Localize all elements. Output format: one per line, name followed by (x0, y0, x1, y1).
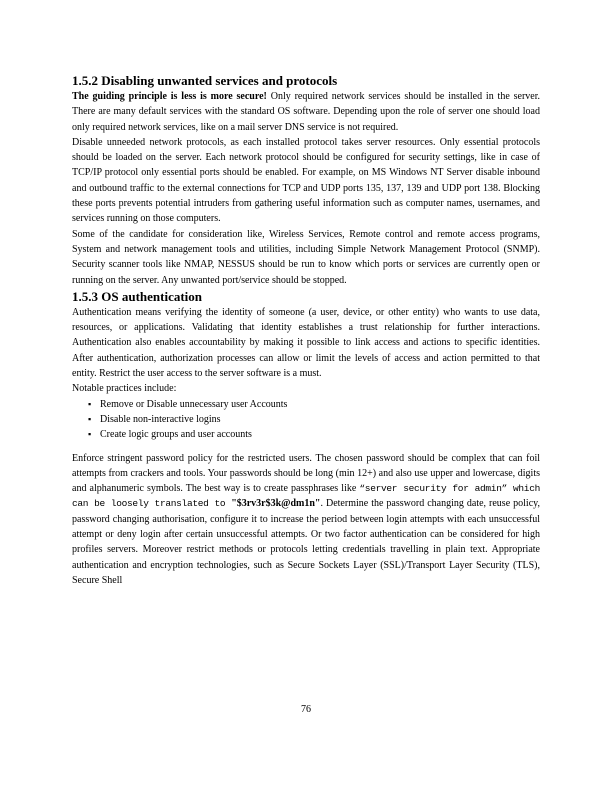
password-policy-text-a: Enforce stringent password policy for the restricted users. The chosen password should be complex that can foil attempts from crackers and tools. Your passwords should be long (min 12+) and also use upper and lowercase, digits and alphanumeric symbols. The best way is to create passphrases like (72, 452, 540, 495)
list-item: ▪ Disable non-interactive logins (88, 412, 540, 427)
spacer (72, 443, 540, 451)
document-page (72, 72, 540, 588)
guiding-principle-lead: The guiding principle is less is more secure! (72, 91, 267, 102)
list-item: ▪ Create logic groups and user accounts (88, 427, 540, 442)
paragraph-authentication: Authentication means verifying the identity of someone (a user, device, or other entity) who wants to use data, resources, or applications. Validating that identity establishes a trust relationship for further interactions. Authentication also enables accountability by making it possible to link access and actions to specific identities. After authentication, authorization processes can allow or limit the levels of access and action permitted to that entity. Restrict the user access to the server software is a must. (72, 306, 540, 380)
practices-intro: Notable practices include: (72, 383, 177, 395)
paragraph-candidate-services: Some of the candidate for consideration like, Wireless Services, Remote control and remote access programs, System and network management tools and utilities, including Simple Network Management Protocol (SNMP). Security scanner tools like NMAP, NESSUS should be run to know which ports or services are currently open or running on the server. Any unwanted port/service should be stopped. (72, 228, 540, 286)
passphrase-example: “server security for admin” (359, 483, 507, 495)
paragraph-password-policy (72, 451, 540, 589)
practices-list (72, 397, 540, 443)
password-example: "$3rv3r$3k@dm1n" (231, 498, 321, 510)
paragraph-guiding-principle (72, 89, 540, 135)
section-heading-os-authentication: 1.5.3 OS authentication (72, 288, 203, 304)
list-item: ▪ Remove or Disable unnecessary user Accounts (88, 397, 540, 412)
page-number: 76 (301, 704, 311, 715)
password-policy-text-b: which can be loosely translated to (72, 483, 540, 510)
paragraph-network-protocols: Disable unneeded network protocols, as each installed protocol takes server resources. Only essential protocols should be loaded on the server. Each network protocol should be configured for security settings, like in case of TCP/IP protocol only essential ports should be enabled. For example, on MS Windows NT Server disable inbound and outbound traffic to the external connections for TCP and UDP ports 135, 137, 139 and UDP port 138. Blocking these ports prevents potential intruders from gathering useful information such as computer names, usernames, and services running on those computers. (72, 136, 540, 225)
password-policy-text-c: . Determine the password changing date, reuse policy, password changing authorisation, configure it to increase the period between login attempts with each unsuccessful attempt or deny login after certain unsuccessful attempts. Or two factor authentication can be considered for high profiles servers. Moreover restrict methods or protocols letting credentials travelling in plain text. Appropriate authentication and encryption technologies, such as Secure Sockets Layer (SSL)/Transport Layer Security (TLS), Secure Shell (72, 498, 540, 586)
section-heading-disabling-services: 1.5.2 Disabling unwanted services and protocols (72, 73, 338, 88)
guiding-principle-text: Only required network services should be installed in the server. There are many default services with the standard OS software. Depending upon the role of server one should load only required network services, like on a mail server DNS service is not required. (72, 91, 540, 133)
